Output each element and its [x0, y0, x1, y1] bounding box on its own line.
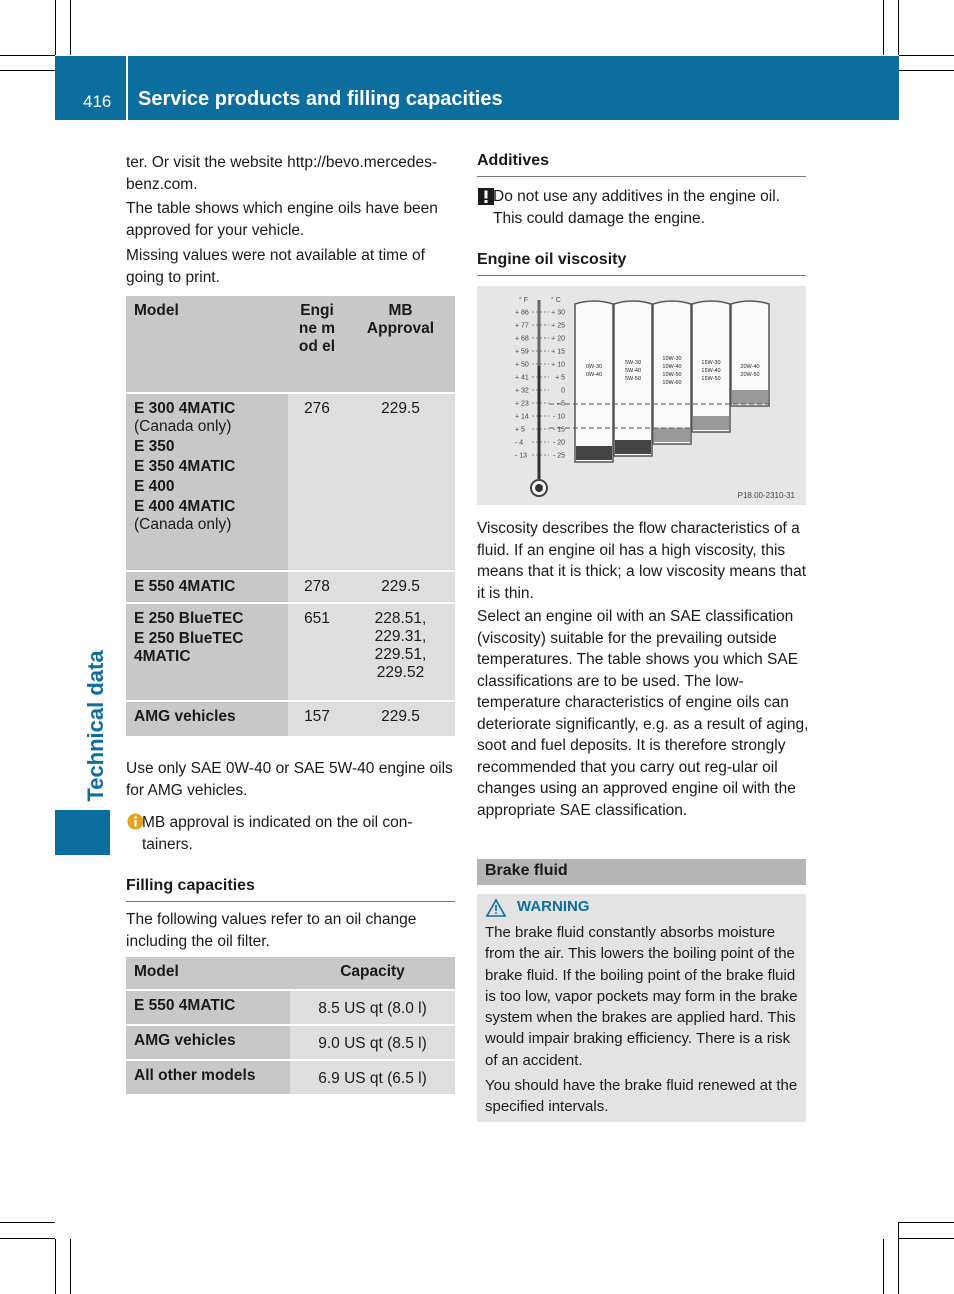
col-header-model: Model: [126, 296, 288, 393]
c-tick-label: + 5: [555, 374, 565, 382]
viscosity-chart-svg: [477, 286, 806, 505]
warning-label: WARNING: [517, 898, 590, 915]
f-tick-label: + 5: [515, 426, 525, 434]
model-cell: AMG vehicles: [126, 1025, 290, 1060]
f-tick-label: + 32: [515, 387, 529, 395]
approval-values: 228.51, 229.31, 229.51, 229.52: [374, 610, 427, 681]
c-tick-label: + 20: [551, 335, 565, 343]
crop-mark: [55, 0, 56, 55]
engine-cell: 157: [288, 701, 346, 737]
crop-mark: [899, 1238, 954, 1239]
grade-label: 5W-30: [624, 360, 642, 366]
engine-cell: 278: [288, 571, 346, 603]
grade-label: 0W-30: [585, 364, 603, 370]
page-header: [55, 56, 899, 120]
table-header-row: [126, 957, 455, 990]
grade-label: 20W-40: [740, 364, 760, 370]
f-tick-label: + 68: [515, 335, 529, 343]
grade-band: [575, 301, 613, 462]
col-header-approval: MB Approval: [346, 296, 455, 393]
info-note: MB approval is indicated on the oil con-tainers.: [142, 814, 413, 853]
c-tick-label: + 25: [551, 322, 565, 330]
f-tick-label: + 50: [515, 361, 529, 369]
table-row: [126, 1060, 455, 1095]
model-cell: [126, 603, 288, 701]
model-name: E 550 4MATIC: [134, 578, 236, 595]
engine-oil-table: [126, 296, 455, 738]
intro-missing-values: Missing values were not available at time of going to print.: [126, 247, 425, 286]
figure-reference: P18.00-2310-31: [737, 491, 795, 500]
capacity-table: [126, 957, 455, 1096]
table-row: [126, 701, 455, 737]
c-tick-label: - 20: [552, 439, 565, 447]
model-name: E 350 4MATIC: [134, 458, 236, 475]
approval-cell: 229.5: [346, 571, 455, 603]
table-header-row: [126, 296, 455, 393]
f-tick-label: - 4: [515, 439, 524, 447]
table-row: [126, 603, 455, 701]
col-header-engine: [288, 296, 346, 393]
grade-band-shade: [576, 446, 612, 460]
model-name: E 350: [134, 438, 175, 455]
c-tick-label: - 25: [552, 452, 565, 460]
approval-cell: [346, 603, 455, 701]
exclamation-icon: [478, 188, 494, 210]
model-note: (Canada only): [134, 418, 232, 435]
grade-label: 10W-50: [662, 372, 682, 378]
page-number: 416: [83, 92, 112, 111]
approval-cell: 229.5: [346, 701, 455, 737]
col-header-model: Model: [126, 957, 290, 990]
model-cell: All other models: [126, 1060, 290, 1095]
grade-label: 15W-40: [701, 368, 721, 374]
model-name: E 300 4MATIC: [134, 400, 236, 417]
grade-band: [692, 301, 730, 432]
f-tick-label: + 14: [515, 413, 529, 421]
table-row: [126, 571, 455, 603]
grade-label: 15W-50: [701, 376, 721, 382]
grade-label: 15W-30: [701, 360, 721, 366]
c-tick-label: - 5: [556, 400, 565, 408]
capacity-cell: 8.5 US qt (8.0 l): [290, 990, 455, 1025]
c-tick-label: 0: [561, 387, 565, 395]
intro-website: ter. Or visit the website http://bevo.mercedes-benz.com.: [126, 154, 437, 193]
crop-mark: [883, 1239, 884, 1294]
crop-mark: [899, 70, 954, 71]
crop-mark: [70, 0, 71, 55]
model-name: E 400 4MATIC: [134, 498, 236, 515]
model-cell: [126, 393, 288, 571]
crop-mark: [898, 0, 899, 55]
filling-intro: The following values refer to an oil change including the oil filter.: [126, 911, 417, 950]
f-tick-label: + 77: [515, 322, 529, 330]
warning-text: The brake fluid constantly absorbs moisture from the air. This lowers the boiling point of the brake fluid. If the boiling point of the brake fluid is too low, vapor pockets may form in the brake system when the brakes are applied hard. This would impair braking efficiency. There is a risk of an accident.: [485, 924, 798, 1069]
warning-triangle-icon: [485, 898, 507, 923]
side-tab-label: Technical data: [83, 650, 108, 802]
engine-cell: 651: [288, 603, 346, 701]
thermometer-bulb-core: [535, 484, 543, 492]
f-tick-label: + 41: [515, 374, 529, 382]
header-divider: [126, 56, 128, 120]
c-label: ° C: [551, 297, 561, 304]
model-name: E 250 BlueTEC 4MATIC: [134, 630, 244, 665]
viscosity-heading: Engine oil viscosity: [477, 251, 806, 276]
grade-label: 10W-30: [662, 356, 682, 362]
grade-band-shade: [693, 416, 729, 430]
model-name: E 250 BlueTEC: [134, 610, 244, 627]
warning-renewal-text: You should have the brake fluid renewed at the specified intervals.: [485, 1077, 798, 1116]
crop-mark: [898, 1222, 899, 1294]
c-tick-label: - 10: [552, 413, 565, 421]
grade-label: 0W-40: [585, 372, 603, 378]
model-cell: E 550 4MATIC: [126, 990, 290, 1025]
intro-table-desc: The table shows which engine oils have been approved for your vehicle.: [126, 200, 438, 239]
crop-mark: [55, 1239, 56, 1294]
additives-heading: Additives: [477, 152, 806, 177]
grade-label: 10W-60: [662, 380, 682, 386]
model-cell: [126, 571, 288, 603]
viscosity-advice: Select an engine oil with an SAE classification (viscosity) suitable for the prevailing outside temperatures. The table shows you which SAE classifications are to be used. The low-temperature characteristics of engine oils can deteriorate significantly, e.g. as a result of aging, soot and fuel deposits. It is therefore strongly recommended that you carry out reg-ular oil changes using an approved engine oil with the appropriate SAE classification.: [477, 608, 809, 819]
col-header-capacity: Capacity: [290, 957, 455, 990]
grade-band-shade: [615, 440, 651, 454]
c-tick-label: - 15: [552, 426, 565, 434]
f-label: ° F: [519, 297, 529, 304]
model-name: AMG vehicles: [134, 708, 236, 725]
viscosity-desc: Viscosity describes the flow characteristics of a fluid. If an engine oil has a high viscosity, this means that it is thick; a low viscosity means that it is thin.: [477, 520, 807, 602]
crop-mark: [899, 1222, 954, 1223]
crop-mark: [899, 55, 954, 56]
page-title: Service products and filling capacities: [138, 88, 503, 110]
table-row: [126, 990, 455, 1025]
crop-mark: [0, 55, 55, 56]
grade-bands: [549, 301, 771, 462]
grade-label: 5W-50: [624, 376, 642, 382]
viscosity-chart: [477, 286, 806, 505]
crop-mark: [0, 1238, 55, 1239]
engine-cell: 276: [288, 393, 346, 571]
c-tick-label: + 10: [551, 361, 565, 369]
model-note: (Canada only): [134, 516, 232, 533]
capacity-cell: 9.0 US qt (8.5 l): [290, 1025, 455, 1060]
grade-label: 10W-40: [662, 364, 682, 370]
approval-cell: 229.5: [346, 393, 455, 571]
crop-mark: [0, 1222, 55, 1223]
c-tick-label: + 30: [551, 309, 565, 317]
side-tab-marker: [55, 810, 110, 855]
table-row: [126, 1025, 455, 1060]
grade-label: 5W-40: [624, 368, 642, 374]
crop-mark: [70, 1239, 71, 1294]
brake-fluid-heading-bar: [477, 859, 806, 885]
amg-note: Use only SAE 0W-40 or SAE 5W-40 engine oils for AMG vehicles.: [126, 760, 453, 799]
additives-text: Do not use any additives in the engine oil. This could damage the engine.: [493, 188, 780, 227]
f-tick-label: + 23: [515, 400, 529, 408]
brake-fluid-heading: Brake fluid: [485, 862, 568, 879]
f-tick-label: + 59: [515, 348, 529, 356]
col-header-engine-text: Engi ne mod el: [298, 302, 336, 355]
warning-box: [477, 894, 806, 1122]
crop-mark: [0, 70, 55, 71]
c-tick-label: + 15: [551, 348, 565, 356]
grade-band-shade: [654, 428, 690, 442]
grade-band-shade: [732, 390, 768, 404]
model-name: E 400: [134, 478, 175, 495]
crop-mark: [883, 0, 884, 55]
f-tick-label: - 13: [515, 452, 528, 460]
filling-capacities-heading: Filling capacities: [126, 877, 455, 902]
grade-label: 20W-50: [740, 372, 760, 378]
model-cell: [126, 701, 288, 737]
table-row: [126, 393, 455, 571]
f-tick-label: + 86: [515, 309, 529, 317]
capacity-cell: 6.9 US qt (6.5 l): [290, 1060, 455, 1095]
